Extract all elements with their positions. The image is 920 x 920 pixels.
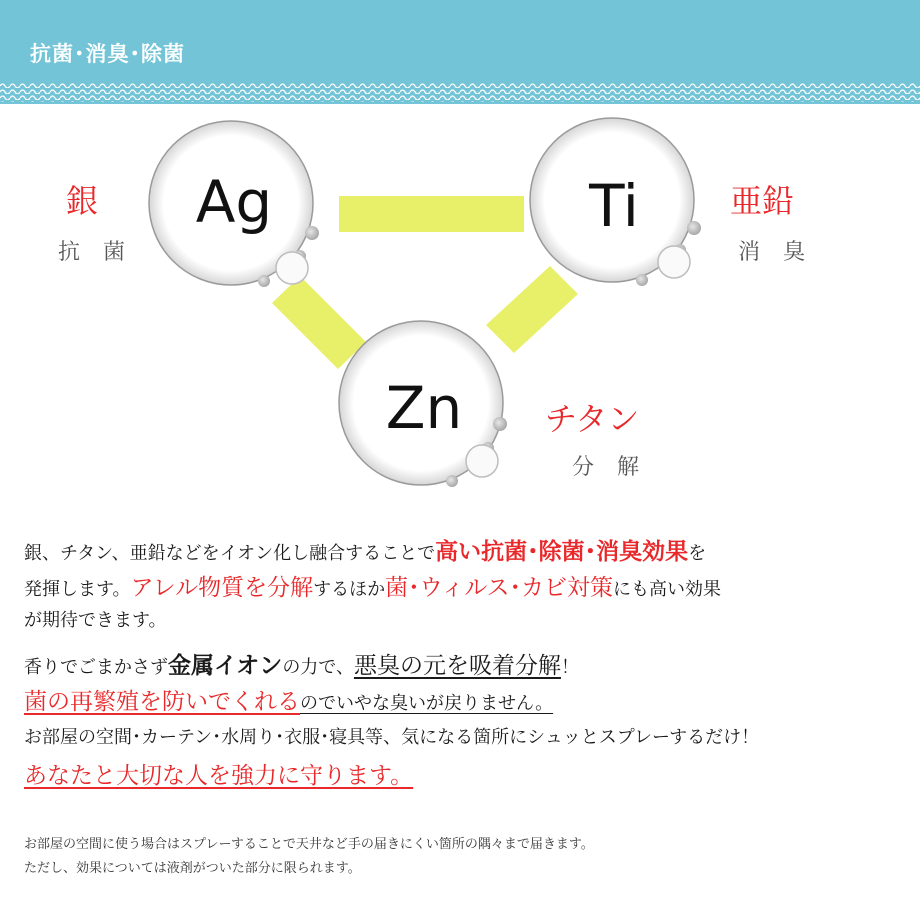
ti-name: 亜鉛 <box>730 182 795 220</box>
highlight-odor: 悪臭の元を吸着分解 <box>353 653 561 679</box>
para1-line2: 発揮します。アレル物質を分解するほか菌･ウィルス･カビ対策にも高い効果 <box>24 575 722 601</box>
highlight-virus: 菌･ウィルス･カビ対策 <box>385 575 614 601</box>
zn-effect: 分 解 <box>572 455 647 480</box>
wave-pattern <box>0 82 920 104</box>
connector-ag-zn <box>272 276 366 369</box>
zn-symbol: Zn <box>385 374 463 442</box>
highlight-allergen: アレル物質を分解 <box>130 575 314 601</box>
connector-ag-ti <box>339 196 524 232</box>
para2-line1: 香りでごまかさず金属イオンの力で、悪臭の元を吸着分解！ <box>24 653 579 679</box>
para2-line3: お部屋の空間･カーテン･水周り･衣服･寝具等、気になる箇所にシュッとスプレーするだけ！ <box>24 727 760 748</box>
para2-line2: 菌の再繁殖を防いでくれるのでいやな臭いが戻りません。 <box>24 689 554 715</box>
para1-line3: が期待できます。 <box>24 610 167 631</box>
element-diagram <box>0 104 920 524</box>
highlight-antibacterial: 高い抗菌･除菌･消臭効果 <box>435 539 689 565</box>
ti-symbol: Ti <box>589 172 639 240</box>
header-banner <box>0 0 920 104</box>
para1-line1: 銀、チタン、亜鉛などをイオン化し融合することで高い抗菌･除菌･消臭効果を <box>24 539 707 565</box>
para2-line4: あなたと大切な人を強力に守ります。 <box>24 763 414 789</box>
connector-ti-zn <box>486 266 578 353</box>
note-line2: ただし、効果については液剤がついた部分に限られます。 <box>24 861 361 876</box>
zn-name: チタン <box>545 400 640 438</box>
highlight-metal-ion: 金属イオン <box>168 653 283 679</box>
ti-effect: 消 臭 <box>738 240 813 265</box>
header-title: 抗菌･消臭･除菌 <box>30 42 185 66</box>
ag-name: 銀 <box>66 182 99 220</box>
note-line1: お部屋の空間に使う場合はスプレーすることで天井など手の届きにくい箇所の隅々まで届きます。 <box>24 837 594 852</box>
highlight-regrowth: 菌の再繁殖を防いでくれる <box>24 689 300 715</box>
ag-effect: 抗 菌 <box>58 240 133 265</box>
ag-symbol: Ag <box>195 168 273 236</box>
